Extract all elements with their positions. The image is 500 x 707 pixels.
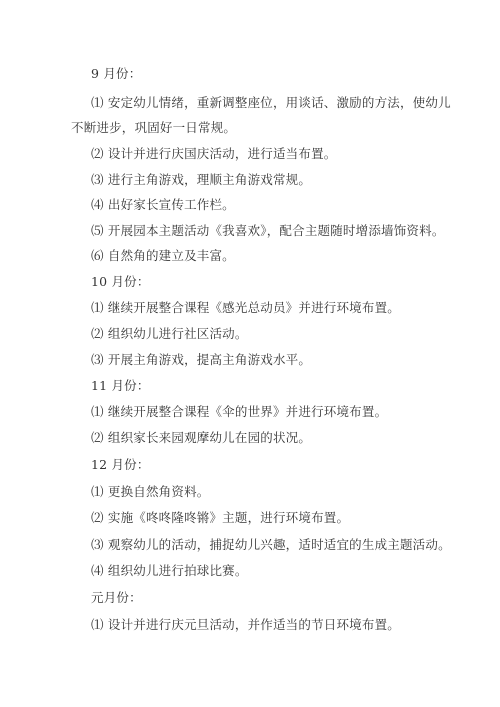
section-heading-october: 10 月份：	[91, 274, 150, 289]
list-item: ⑵ 组织家长来园观摩幼儿在园的状况。	[91, 430, 312, 445]
list-item: ⑴ 更换自然角资料。	[91, 484, 210, 499]
list-item: ⑹ 自然角的建立及丰富。	[91, 248, 235, 263]
section-heading-january: 元月份：	[91, 590, 142, 605]
section-heading-december: 12 月份：	[91, 457, 150, 472]
list-item: ⑶ 观察幼儿的活动，捕捉幼儿兴趣，适时适宜的生成主题活动。	[91, 537, 451, 552]
list-item: ⑵ 组织幼儿进行社区活动。	[91, 326, 248, 341]
list-item: ⑴ 继续开展整合课程《感光总动员》并进行环境布置。	[91, 300, 400, 315]
list-item: ⑶ 进行主角游戏，理顺主角游戏常规。	[91, 172, 312, 187]
list-item: ⑷ 组织幼儿进行拍球比赛。	[91, 563, 248, 578]
list-item: ⑷ 出好家长宣传工作栏。	[91, 197, 235, 212]
list-item-continuation: 不断进步，巩固好一日常规。	[71, 120, 237, 135]
section-heading-september: 9 月份：	[91, 66, 142, 81]
list-item: ⑶ 开展主角游戏，提高主角游戏水平。	[91, 352, 312, 367]
list-item: ⑵ 实施《咚咚隆咚锵》主题，进行环境布置。	[91, 510, 350, 525]
list-item: ⑴ 继续开展整合课程《伞的世界》并进行环境布置。	[91, 404, 388, 419]
list-item: ⑴ 设计并进行庆元旦活动，并作适当的节日环境布置。	[91, 617, 400, 632]
section-heading-november: 11 月份：	[91, 378, 150, 393]
list-item: ⑸ 开展园本主题活动《我喜欢》，配合主题随时增添墙饰资料。	[91, 223, 445, 238]
list-item: ⑴ 安定幼儿情绪，重新调整座位，用谈话、激励的方法，使幼儿	[91, 95, 451, 110]
list-item: ⑵ 设计并进行庆国庆活动，进行适当布置。	[91, 146, 337, 161]
